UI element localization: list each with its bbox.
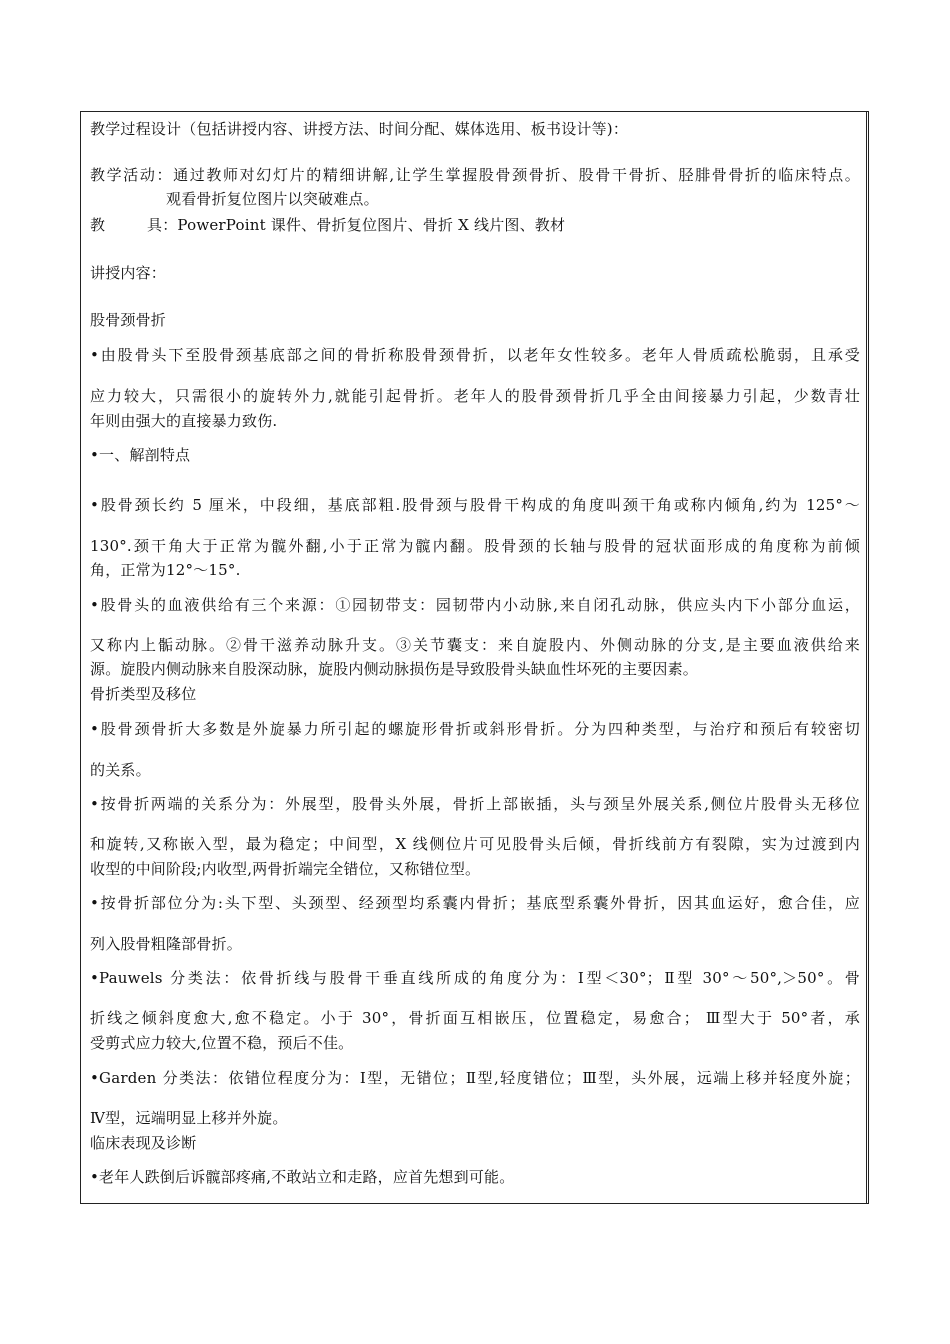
tools-label: 教 [90,216,106,234]
paragraph-line: •按骨折部位分为:头下型、头颈型、经颈型均系囊内骨折；基底型系囊外骨折，因其血运好，愈合佳，应 [90,894,860,912]
paragraph-line: 和旋转,又称嵌入型，最为稳定；中间型，X 线侧位片可见股骨头后倾，骨折线前方有裂隙，实为过渡到内 [90,835,860,853]
paragraph-line: 应力较大，只需很小的旋转外力,就能引起骨折。老年人的股骨颈骨折几乎全由间接暴力引起，少数青壮 [90,387,860,405]
paragraph-line: •按骨折两端的关系分为：外展型，股骨头外展，骨折上部嵌插，头与颈呈外展关系,侧位片股骨头无移位 [90,795,860,813]
paragraph-line: 的关系。 [90,761,151,779]
paragraph-line: •Pauwels 分类法：依骨折线与股骨干垂直线所成的角度分为：Ⅰ型＜30°；Ⅱ型 30°～50°,＞50°。骨 [90,969,860,987]
paragraph-line: •股骨颈骨折大多数是外旋暴力所引起的螺旋形骨折或斜形骨折。分为四种类型，与治疗和预后有较密切 [90,720,860,738]
paragraph-line: 列入股骨粗隆部骨折。 [90,935,243,953]
activity-line-1: 教学活动：通过教师对幻灯片的精细讲解,让学生掌握股骨颈骨折、股骨干骨折、胫腓骨骨折的临床特点。 [90,166,860,184]
heading-clinical-diagnosis: 临床表现及诊断 [90,1134,197,1152]
paragraph-line: 收型的中间阶段;内收型,两骨折端完全错位，又称错位型。 [90,860,481,878]
paragraph-line: 年则由强大的直接暴力致伤. [90,412,278,430]
paragraph-line: Ⅳ型，远端明显上移并外旋。 [90,1109,288,1127]
table-right-double-border [866,111,870,1204]
activity-line-2: 观看骨折复位图片以突破难点。 [166,190,379,208]
heading-femoral-neck-fracture: 股骨颈骨折 [90,311,167,329]
paragraph-line: •由股骨头下至股骨颈基底部之间的骨折称股骨颈骨折，以老年女性较多。老年人骨质疏松脆弱，且承受 [90,346,860,364]
paragraph-line: 又称内上骺动脉。②骨干滋养动脉升支。③关节囊支：来自旋股内、外侧动脉的分支,是主要血液供给来 [90,636,860,654]
content-label: 讲授内容： [90,264,167,282]
design-title: 教学过程设计（包括讲授内容、讲授方法、时间分配、媒体选用、板书设计等)： [90,120,629,138]
paragraph-line: 受剪式应力较大,位置不稳，预后不佳。 [90,1034,354,1052]
paragraph-line: 130°.颈干角大于正常为髋外翻,小于正常为髋内翻。股骨颈的长轴与股骨的冠状面形成的角度称为前倾 [90,537,860,555]
paragraph-line: •股骨颈长约 5 厘米，中段细，基底部粗.股骨颈与股骨干构成的角度叫颈干角或称内倾角,约为 125°～ [90,496,860,514]
paragraph-line: 源。旋股内侧动脉来自股深动脉，旋股内侧动脉损伤是导致股骨头缺血性坏死的主要因素。 [90,660,699,678]
paragraph-line: 角，正常为12°～15°. [90,561,241,579]
paragraph-line: •老年人跌倒后诉髋部疼痛,不敢站立和走路，应首先想到可能。 [90,1168,515,1186]
paragraph-line: •股骨头的血液供给有三个来源：①园韧带支：园韧带内小动脉,来自闭孔动脉，供应头内下小部分血运， [90,596,860,614]
paragraph-line: •Garden 分类法：依错位程度分为：Ⅰ型，无错位；Ⅱ型,轻度错位；Ⅲ型，头外展，远端上移并轻度外旋； [90,1069,860,1087]
tools-line: 具：PowerPoint 课件、骨折复位图片、骨折 X 线片图、教材 [147,216,566,234]
bullet-anatomy: •一、解剖特点 [90,446,191,464]
heading-fracture-types: 骨折类型及移位 [90,685,197,703]
paragraph-line: 折线之倾斜度愈大,愈不稳定。小于 30°，骨折面互相嵌压，位置稳定，易愈合； Ⅲ型大于 50°者，承 [90,1009,860,1027]
